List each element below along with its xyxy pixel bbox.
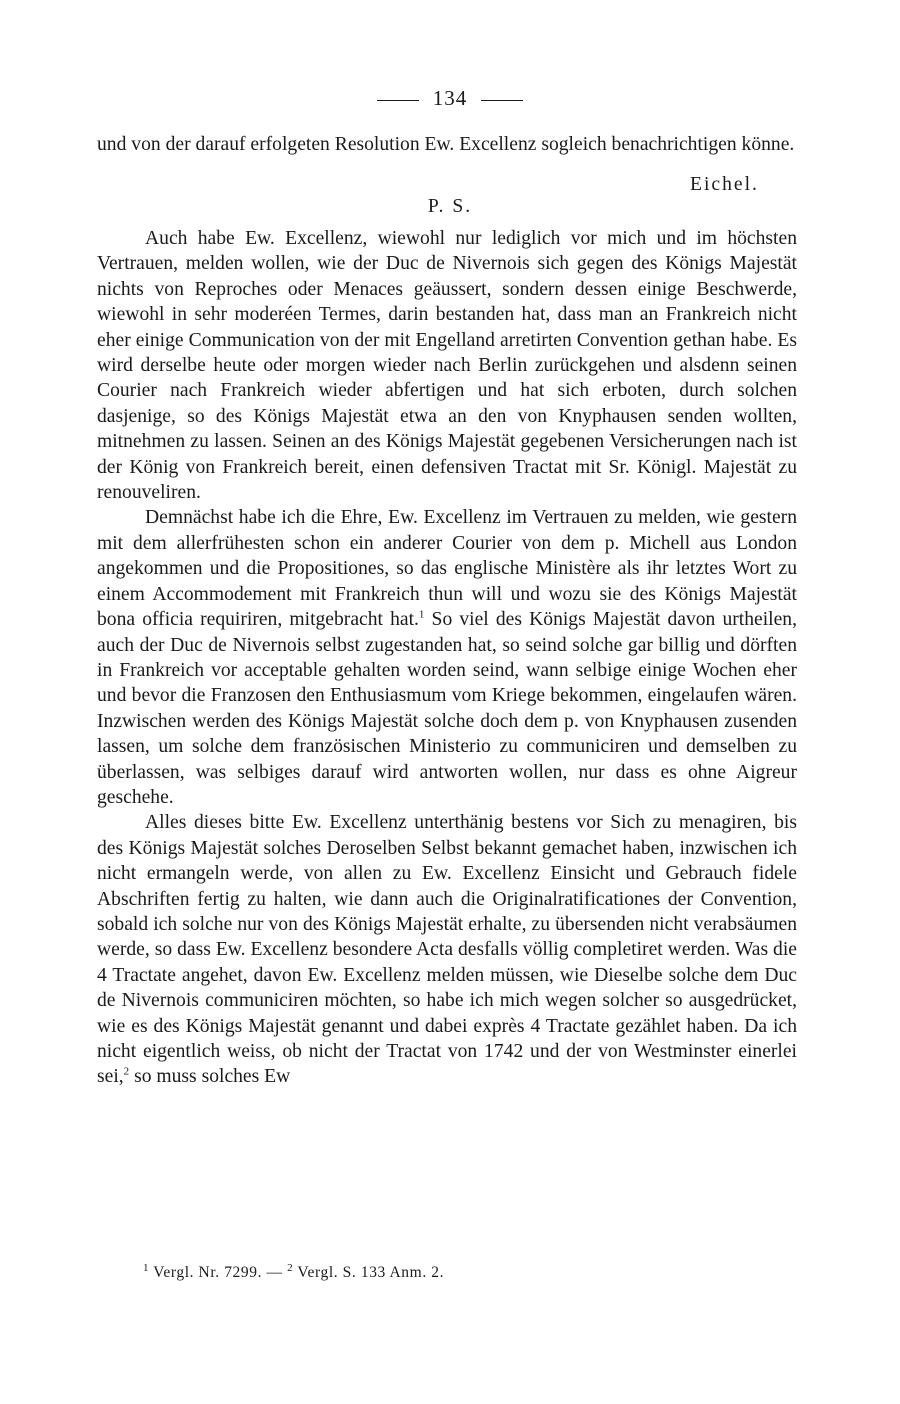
footnote-ref-1: 1	[418, 608, 425, 621]
footnotes	[143, 1261, 445, 1282]
footnote-mark-2: 2	[287, 1261, 294, 1274]
ps-heading: P. S.	[427, 196, 473, 217]
footnote-ref-2: 2	[123, 1065, 130, 1078]
intro-paragraph: und von der darauf erfolgeten Resolution Ew. Excellenz sogleich benachrichtigen könne.	[97, 134, 795, 155]
paragraph-2	[97, 505, 797, 810]
header-dash-left	[377, 100, 419, 101]
paragraph-2-text-b: So viel des Königs Majestät davon urtheilen, auch der Duc de Nivernois selbst zugestanden hat, so seind solche gar billig und dörften in Frankreich vor acceptable gehalten worden seind, wann selbige einige Wochen eher und bevor die Franzosen den Enthusiasmum vom Kriege bekommen, eingelaufen wären. Inzwischen werden des Königs Majestät solche doch dem p. von Knyphausen zusenden lassen, um solche dem französischen Ministerio zu communiciren und demselben zu überlassen, was selbiges darauf wird antworten wollen, nur dass es ohne Aigreur geschehe.	[97, 609, 797, 808]
footnote-text-2: Vergl. S. 133 Anm. 2.	[293, 1264, 445, 1281]
footnote-mark-1: 1	[143, 1261, 150, 1274]
paragraph-1-text: Auch habe Ew. Excellenz, wiewohl nur lediglich vor mich und im höchsten Vertrauen, melden wollen, wie der Duc de Nivernois sich gegen des Königs Majestät nichts von Reproches oder Menaces geäussert, sondern dessen einige Beschwerde, wiewohl in sehr moderéen Termes, darin bestanden hat, dass man an Frankreich nicht eher einige Communication von der mit Engelland arretirten Convention gethan habe. Es wird derselbe heute oder morgen wieder nach Berlin zurückgehen und alsdenn seinen Courier nach Frankreich wieder abfertigen und hat sich erboten, durch solchen dasjenige, so des Königs Majestät etwa an den von Knyphausen senden wollten, mitnehmen zu lassen. Seinen an des Königs Majestät gegebenen Versicherungen nach ist der König von Frankreich bereit, einen defensiven Tractat mit Sr. Königl. Majestät zu renouveliren.	[97, 228, 797, 504]
header-dash-right	[481, 100, 523, 101]
signature: Eichel.	[690, 174, 759, 195]
paragraph-3-text-b: so muss solches Ew	[129, 1066, 291, 1088]
paragraph-1	[97, 226, 797, 505]
page-number: 134	[432, 86, 468, 110]
paragraph-3	[97, 810, 797, 1089]
paragraph-3-text-a: Alles dieses bitte Ew. Excellenz unterthänig bestens vor Sich zu menagiren, bis des Königs Majestät solches Deroselben Selbst bekannt gemachet haben, inzwischen ich nicht ermangeln werde, von allen zu Ew. Excellenz Einsicht und Gebrauch fidele Abschriften fertig zu halten, wie dann auch die Originalratificationes der Convention, sobald ich solche nur von des Königs Majestät erhalte, zu übersenden nicht verabsäumen werde, so dass Ew. Excellenz besondere Acta desfalls völlig completiret werden. Was die 4 Tractate angehet, davon Ew. Excellenz melden müssen, wie Dieselbe solche dem Duc de Nivernois communiciren möchten, so habe ich mich wegen solcher so ausgedrücket, wie es des Königs Majestät genannt und dabei exprès 4 Tractate gezählet haben. Da ich nicht eigentlich weiss, ob nicht der Tractat von 1742 und der von Westminster einerlei sei,	[97, 812, 797, 1088]
letter-body	[97, 226, 797, 1090]
footnote-text-1: Vergl. Nr. 7299. —	[149, 1264, 288, 1281]
paragraph-2-text-a: Demnächst habe ich die Ehre, Ew. Excellenz im Vertrauen zu melden, wie gestern mit dem allerfrühesten schon ein anderer Courier von dem p. Michell aus London angekommen und die Propositiones, so das englische Ministère als ihr letztes Wort zu einem Accommodement mit Frankreich thun will und wozu sie des Königs Majestät bona officia requiriren, mitgebracht hat.	[97, 507, 797, 631]
page-header	[0, 86, 900, 111]
